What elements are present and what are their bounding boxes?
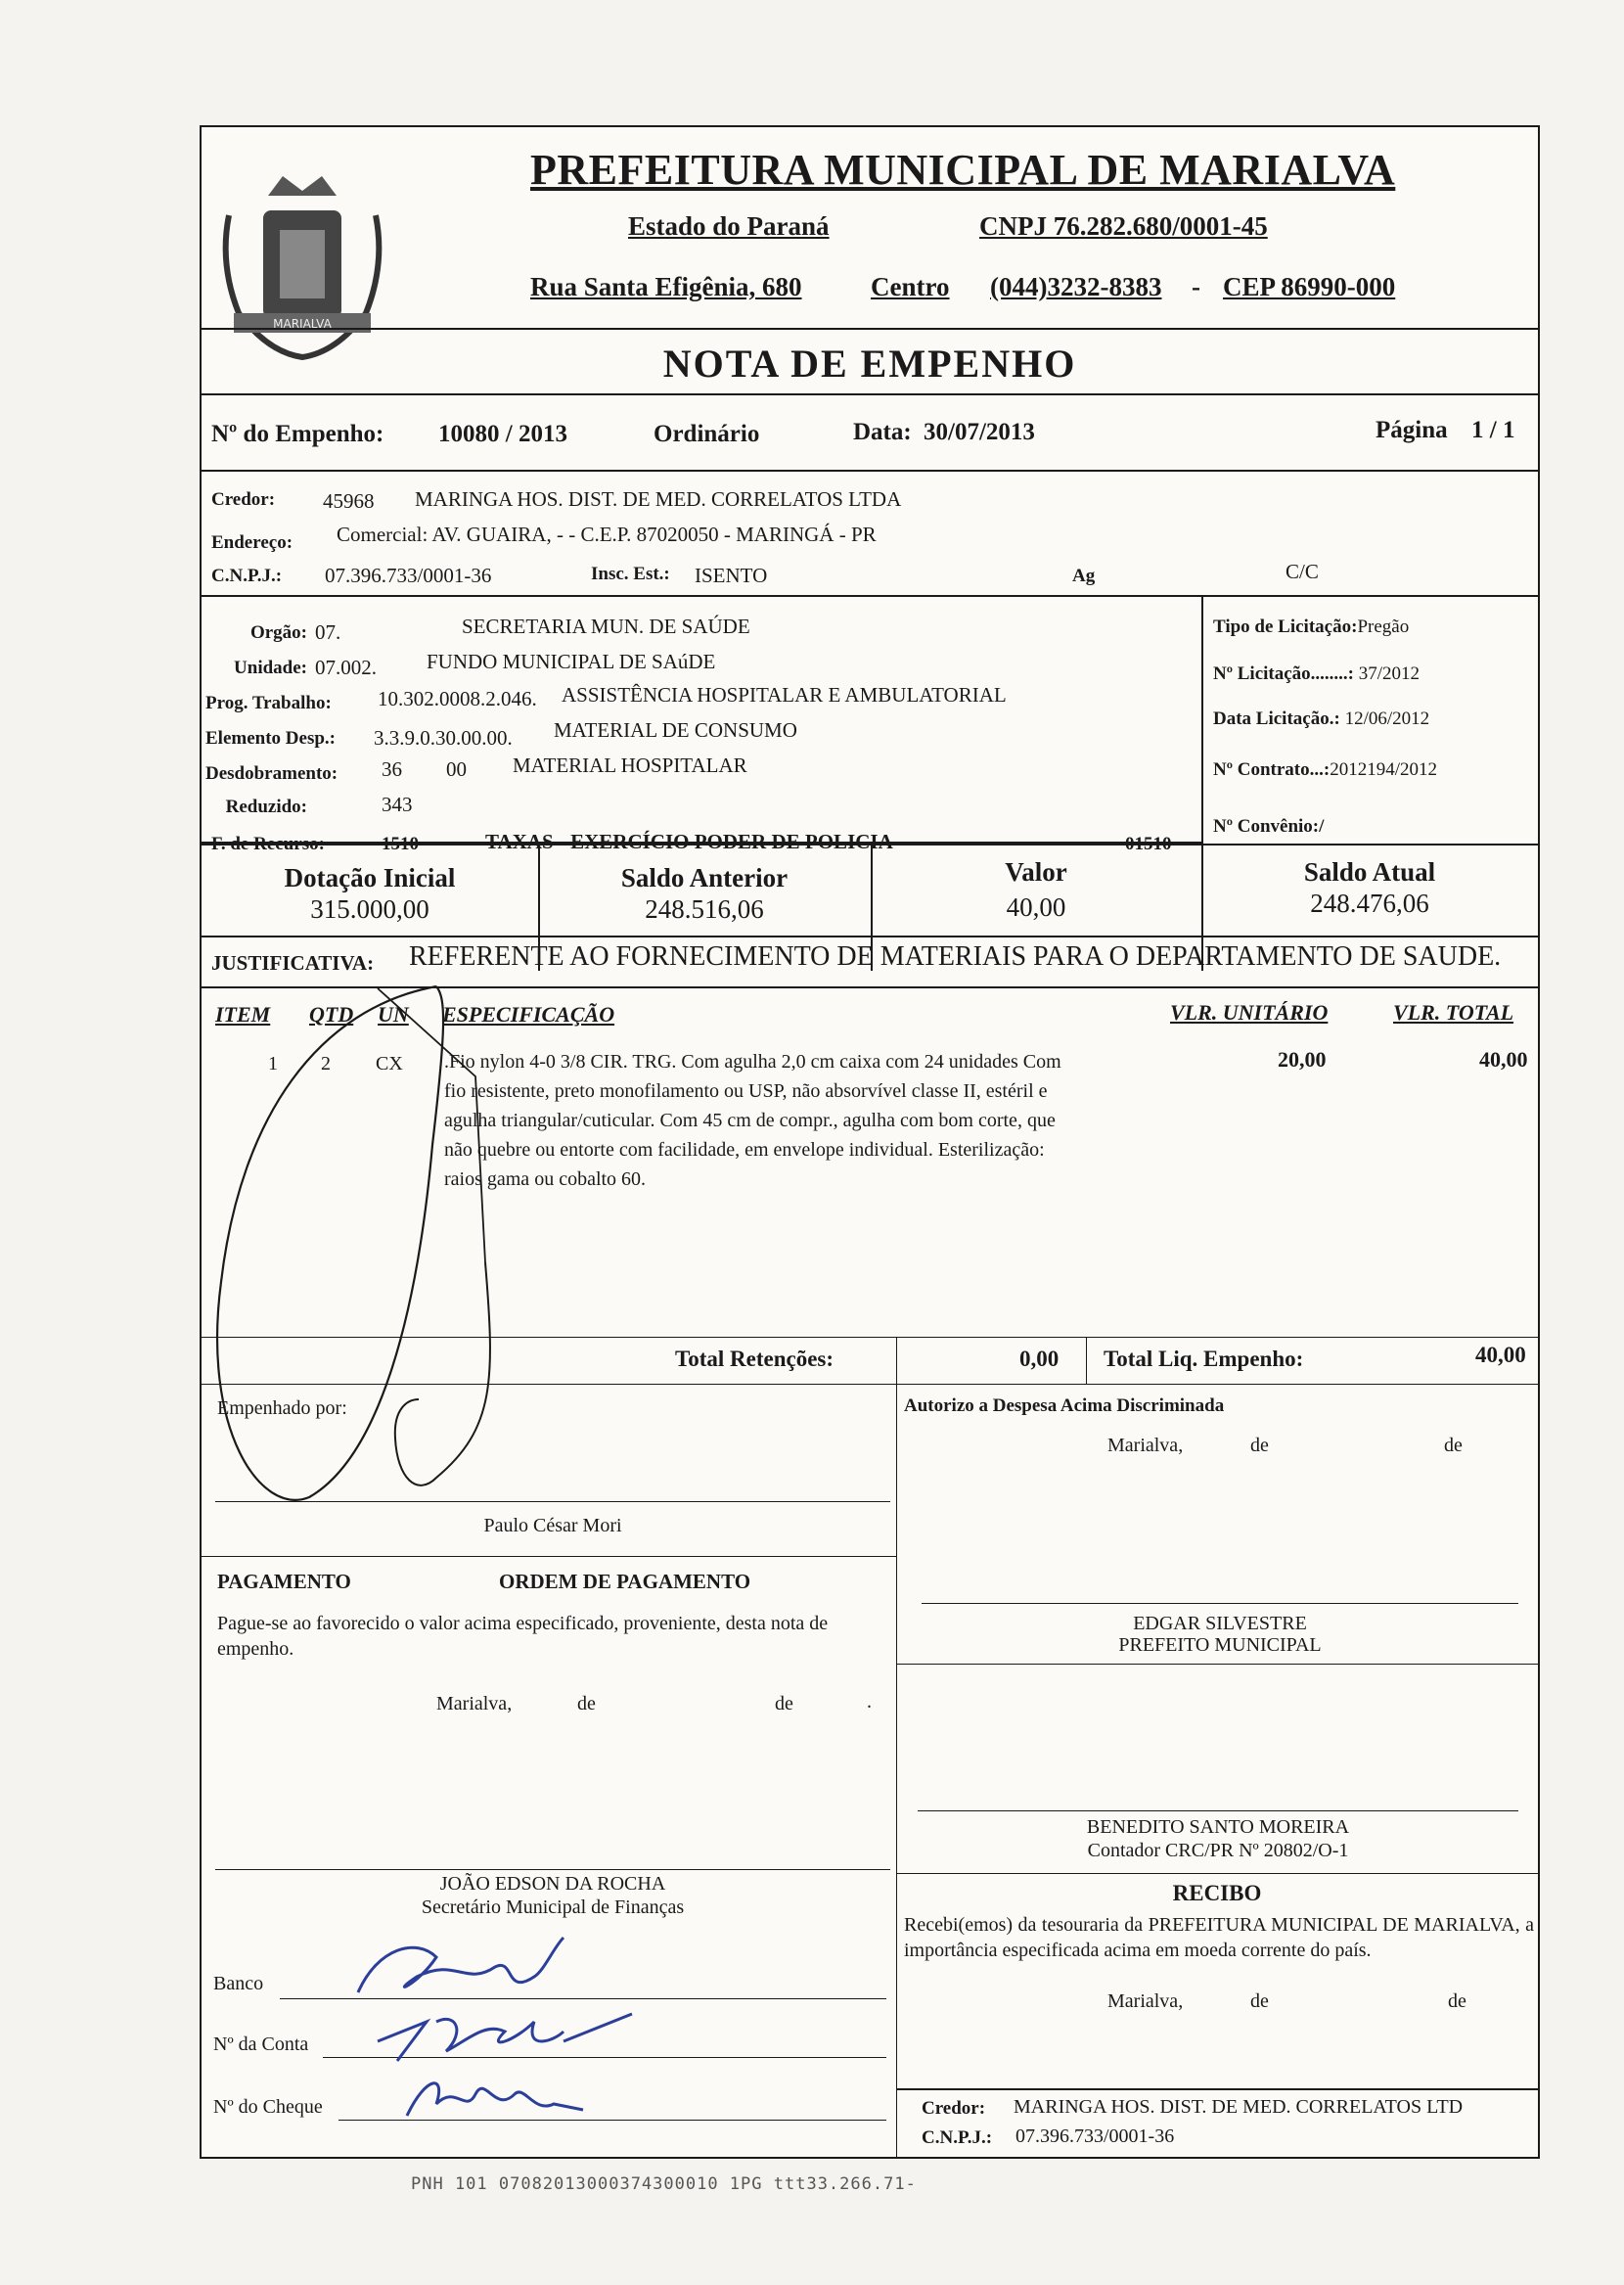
col-item: ITEM [215, 1002, 271, 1027]
page-label: Página [1376, 417, 1448, 443]
account-label: C/C [1286, 560, 1319, 583]
num-licitacao: Nº Licitação........: 37/2012 [1213, 663, 1421, 684]
recibo-de1: de [1250, 1990, 1269, 2012]
num-convenio: Nº Convênio:/ [1213, 816, 1325, 837]
prog-label: Prog. Trabalho: [205, 693, 332, 713]
desdobramento-a: 36 [382, 757, 402, 781]
credor-name: MARINGA HOS. DIST. DE MED. CORRELATOS LTDA [415, 487, 902, 511]
justificativa-label: JUSTIFICATIVA: [211, 951, 375, 975]
recibo-cnpj-label: C.N.P.J.: [922, 2127, 993, 2148]
pen-annotation-loop [202, 969, 652, 1654]
autorizo-de2: de [1444, 1435, 1463, 1456]
cheque-signature [397, 2065, 593, 2124]
recurso-code: 01510 [1125, 834, 1172, 854]
retencoes-value: 0,00 [1019, 1347, 1060, 1371]
contador-name: BENEDITO SANTO MOREIRA [1086, 1816, 1350, 1838]
orgao-code: 07. [315, 620, 341, 644]
liq-empenho-value: 40,00 [1475, 1343, 1526, 1367]
pagamento-label: PAGAMENTO [217, 1570, 351, 1593]
pagamento-dot: . [867, 1691, 872, 1713]
empenho-date: 30/07/2013 [924, 419, 1035, 445]
autorizo-label: Autorizo a Despesa Acima Discriminada [904, 1395, 1225, 1416]
credor-label: Credor: [211, 489, 276, 510]
prefeito-name: EDGAR SILVESTRE [1133, 1613, 1307, 1634]
tipo-licitacao-label: Tipo de Licitação:Pregão [1213, 617, 1410, 637]
item-unit-price: 20,00 [1278, 1047, 1327, 1072]
desdobramento-label: Desdobramento: [205, 763, 338, 784]
cnpj-label: C.N.P.J.: [211, 566, 283, 586]
page-number: 1 / 1 [1471, 417, 1515, 443]
municipal-coat-of-arms [209, 157, 395, 362]
col-vlr-unitario: VLR. UNITÁRIO [1170, 1000, 1329, 1025]
recurso-value: 1510 [382, 834, 419, 854]
desdobramento-name: MATERIAL HOSPITALAR [513, 754, 747, 777]
unidade-name: FUNDO MUNICIPAL DE SAúDE [427, 650, 716, 673]
empenhado-name: Paulo César Mori [483, 1515, 622, 1536]
recibo-credor-label: Credor: [922, 2098, 986, 2119]
banco-label: Banco [213, 1973, 264, 1994]
prog-code: 10.302.0008.2.046. [378, 687, 537, 710]
empenho-type: Ordinário [654, 421, 760, 447]
reduzido-label: Reduzido: [225, 797, 307, 817]
recurso-label: F. de Recurso: [211, 834, 325, 854]
atual-label: Saldo Atual [1303, 857, 1436, 887]
unidade-label: Unidade: [234, 658, 307, 678]
retencoes-label: Total Retenções: [675, 1347, 835, 1371]
elemento-label: Elemento Desp.: [205, 728, 336, 749]
credor-cnpj: 07.396.733/0001-36 [325, 564, 492, 587]
num-contrato: Nº Contrato...:2012194/2012 [1213, 759, 1437, 780]
pagamento-text: Pague-se ao favorecido o valor acima especificado, proveniente, desta nota de empenho. [217, 1613, 829, 1660]
credor-address: Comercial: AV. GUAIRA, - - C.E.P. 87020050 - MARINGÁ - PR [337, 523, 877, 546]
credor-ie: ISENTO [695, 564, 768, 587]
header-cep: CEP 86990-000 [1223, 272, 1396, 301]
secretario-name: JOÃO EDSON DA ROCHA [439, 1873, 666, 1895]
banco-signature [348, 1928, 603, 2006]
pagamento-de1: de [577, 1693, 596, 1714]
pagamento-de2: de [775, 1693, 793, 1714]
credor-code: 45968 [323, 489, 375, 513]
conta-label: Nº da Conta [213, 2034, 309, 2055]
recibo-de2: de [1448, 1990, 1466, 2012]
prog-name: ASSISTÊNCIA HOSPITALAR E AMBULATORIAL [562, 683, 1007, 707]
recibo-credor: MARINGA HOS. DIST. DE MED. CORRELATOS LTD [1014, 2096, 1464, 2118]
item-total: 40,00 [1479, 1047, 1528, 1072]
col-un: UN [378, 1002, 409, 1027]
item-description: .Fio nylon 4-0 3/8 CIR. TRG. Com agulha 2,0 cm caixa com 24 unidades Com fio resistente, preto monofilamento ou USP, não absorvível classe II, estéril e agulha triangular/cuticular. Com 45 cm de compr., agulha com bom corte, que não quebre ou entorte com facilidade, em envelope individual. Esterilização: raios gama ou cobalto 60. [444, 1051, 1061, 1190]
item-un: CX [376, 1053, 403, 1074]
orgao-label: Orgão: [249, 622, 307, 643]
recurso-name: TAXAS - EXERCÍCIO PODER DE POLICIA [485, 830, 893, 853]
anterior-label: Saldo Anterior [620, 863, 789, 892]
header-cnpj: CNPJ 76.282.680/0001-45 [979, 211, 1268, 241]
dotacao-label: Dotação Inicial [284, 863, 456, 892]
svg-text:MARIALVA: MARIALVA [273, 317, 332, 331]
conta-signature [368, 2002, 642, 2071]
valor-value: 40,00 [1006, 892, 1066, 922]
col-vlr-total: VLR. TOTAL [1393, 1000, 1514, 1025]
address-label: Endereço: [211, 532, 293, 553]
autorizo-city: Marialva, [1107, 1435, 1184, 1456]
cheque-label: Nº do Cheque [213, 2096, 323, 2118]
barcode-text: PNH 101 07082013000374300010 1PG ttt33.266.71- [411, 2174, 917, 2194]
col-especificacao: ESPECIFICAÇÃO [442, 1002, 615, 1027]
col-qtd: QTD [309, 1002, 354, 1027]
justificativa-text: REFERENTE AO FORNECIMENTO DE MATERIAIS PARA O DEPARTAMENTO DE SAUDE. [409, 941, 1502, 972]
orgao-name: SECRETARIA MUN. DE SAÚDE [462, 615, 750, 638]
recibo-city: Marialva, [1107, 1990, 1184, 2012]
item-number: 1 [268, 1053, 278, 1074]
autorizo-de1: de [1250, 1435, 1269, 1456]
recibo-label: RECIBO [1172, 1881, 1262, 1905]
header-phone: (044)3232-8383 [990, 272, 1162, 301]
anterior-value: 248.516,06 [645, 894, 764, 924]
item-qtd: 2 [321, 1053, 331, 1074]
header-title: PREFEITURA MUNICIPAL DE MARIALVA [530, 146, 1396, 194]
ie-label: Insc. Est.: [591, 564, 670, 584]
header-address: Rua Santa Efigênia, 680 [530, 272, 802, 301]
prefeito-role: PREFEITO MUNICIPAL [1118, 1634, 1322, 1656]
liq-empenho-label: Total Liq. Empenho: [1104, 1347, 1304, 1371]
recibo-text: Recebi(emos) da tesouraria da PREFEITURA MUNICIPAL DE MARIALVA, a importância especificada acima em moeda corrente do país. [904, 1914, 1534, 1961]
agency-label: Ag [1072, 566, 1096, 586]
data-licitacao: Data Licitação.: 12/06/2012 [1213, 708, 1430, 729]
ordem-pagamento-label: ORDEM DE PAGAMENTO [499, 1570, 751, 1593]
atual-value: 248.476,06 [1310, 889, 1429, 918]
elemento-name: MATERIAL DE CONSUMO [554, 718, 797, 742]
empenhado-label: Empenhado por: [217, 1397, 347, 1419]
empenho-number: 10080 / 2013 [438, 421, 567, 447]
contador-role: Contador CRC/PR Nº 20802/O-1 [1087, 1840, 1349, 1861]
secretario-role: Secretário Municipal de Finanças [421, 1897, 685, 1918]
elemento-code: 3.3.9.0.30.00.00. [374, 726, 513, 750]
doc-title: NOTA DE EMPENHO [662, 342, 1077, 386]
desdobramento-b: 00 [446, 757, 467, 781]
header-state: Estado do Paraná [628, 211, 830, 241]
dotacao-value: 315.000,00 [310, 894, 429, 924]
unidade-code: 07.002. [315, 656, 377, 679]
empenho-date-label: Data: [853, 419, 912, 445]
pagamento-city: Marialva, [436, 1693, 513, 1714]
reduzido-value: 343 [382, 793, 413, 816]
document-frame [200, 125, 1540, 2159]
recibo-cnpj: 07.396.733/0001-36 [1015, 2125, 1175, 2147]
header-district: Centro [871, 272, 950, 301]
header-separator: - [1192, 272, 1200, 301]
valor-label: Valor [1005, 857, 1067, 887]
empenho-label: Nº do Empenho: [211, 421, 384, 447]
